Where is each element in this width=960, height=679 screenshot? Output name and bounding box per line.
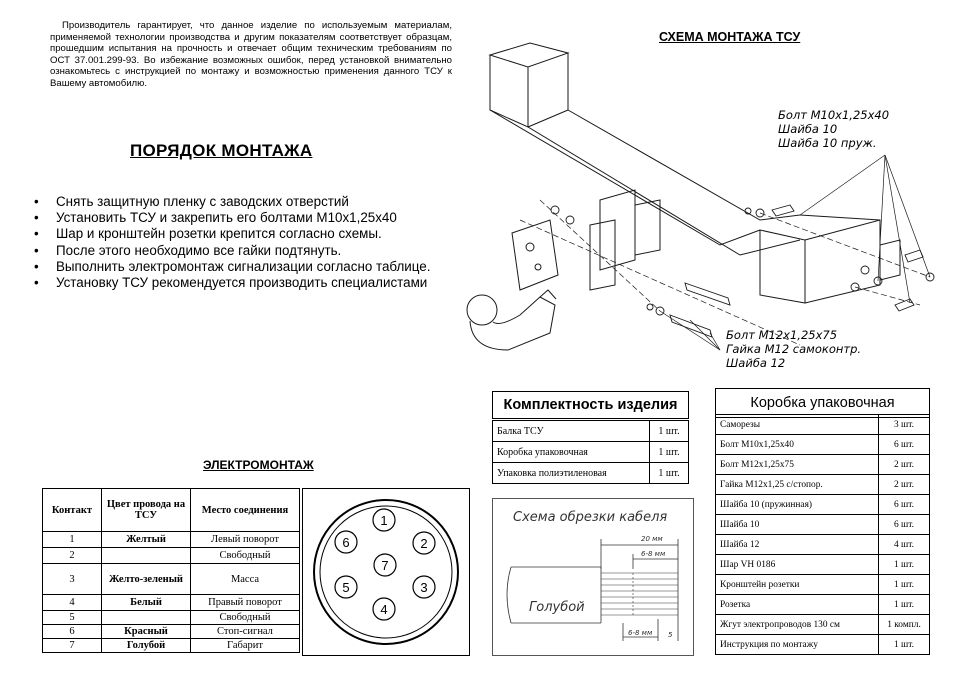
table-row: 4 Белый Правый поворот [43,595,300,611]
mounting-diagram [460,15,956,385]
cable-diagram [493,499,693,655]
table-header: Место соединения [191,489,300,532]
dim-label: 6-8 мм [641,550,666,558]
table-row: 7 Голубой Габарит [43,639,300,653]
table-row: 1 Желтый Левый поворот [43,532,300,548]
plug-pinout [302,488,470,656]
box-table [715,414,930,655]
dim-label: 6-8 мм [628,629,653,637]
table-row: Болт М10х1,25х40 6 шт. [716,435,930,455]
table-row: 5 Свободный [43,611,300,625]
electro-title: ЭЛЕКТРОМОНТАЖ [203,458,314,472]
callout-label: Болт М10х1,25х40 [778,108,890,122]
list-item: • Выполнить электромонтаж сигнализации согласно таблице. [34,259,448,275]
table-row: Гайка М12х1,25 с/стопор. 2 шт. [716,475,930,495]
kit-table [492,420,689,484]
callout-upper [778,108,889,150]
pin-label: 1 [380,513,388,528]
table-row: Коробка упаковочная 1 шт. [493,442,689,463]
scheme-title: СХЕМА МОНТАЖА ТСУ [659,30,801,44]
table-row: Шар VH 0186 1 шт. [716,555,930,575]
cable-label: Голубой [529,600,585,615]
callout-label: Шайба 10 [778,122,838,136]
cable-title: Схема обрезки кабеля [513,510,668,525]
table-row: 3 Желто-зеленый Масса [43,564,300,595]
table-row: Кронштейн розетки 1 шт. [716,575,930,595]
callout-label: Шайба 10 пруж. [778,136,877,150]
table-row: Инструкция по монтажу 1 шт. [716,635,930,655]
table-row: Розетка 1 шт. [716,595,930,615]
steps-list [34,194,448,291]
table-header: Контакт [43,489,102,532]
list-item: • Установить ТСУ и закрепить его болтами М10х1,25х40 [34,210,448,226]
table-header: Цвет провода на ТСУ [102,489,191,532]
list-item: • После этого необходимо все гайки подтянуть. [34,243,448,259]
list-item: • Шар и кронштейн розетки крепится согласно схемы. [34,226,448,242]
callout-label: Болт М12х1,25х75 [726,328,838,342]
pin-label: 3 [420,580,428,595]
pin-label: 5 [342,580,350,595]
dim-label: 20 мм [641,535,663,543]
plug-diagram [303,489,469,655]
box-title: Коробка упаковочная [715,388,930,418]
table-row: Шайба 12 4 шт. [716,535,930,555]
dim-label: 5 [668,631,673,639]
cable-cut-scheme [492,498,694,656]
callout-label: Шайба 12 [726,356,786,370]
table-row: Шайба 10 6 шт. [716,515,930,535]
order-title: ПОРЯДОК МОНТАЖА [130,141,313,160]
pin-label: 2 [420,536,428,551]
table-row: Шайба 10 (пружинная) 6 шт. [716,495,930,515]
table-row: Жгут электропроводов 130 см 1 компл. [716,615,930,635]
wiring-table [42,488,300,653]
kit-title: Комплектность изделия [492,391,689,419]
table-row: Упаковка полиэтиленовая 1 шт. [493,463,689,484]
table-row: 2 Свободный [43,548,300,564]
list-item: • Установку ТСУ рекомендуется производить специалистами [34,275,448,291]
table-row: Балка ТСУ 1 шт. [493,421,689,442]
pin-label: 6 [342,535,350,550]
pin-label: 4 [380,602,388,617]
table-row: 6 Красный Стоп-сигнал [43,625,300,639]
pin-label: 7 [381,558,389,573]
callout-lower [726,328,861,370]
table-row: Саморезы 3 шт. [716,415,930,435]
list-item: • Снять защитную пленку с заводских отверстий [34,194,448,210]
intro-text: Производитель гарантирует, что данное изделие по используемым материалам, применяемой технологии производства и другим показателям соответствует образцам, прошедшим испытания на прочность и отвечает общим техническим требованиям по ОСТ 37.001.299-93. Во избежание возможных ошибок, перед установкой внимательно ознакомьтесь с инструкцией по монтажу и возможностью применения данного ТСУ к Вашему автомобилю. [50,20,452,89]
table-row: Болт М12х1,25х75 2 шт. [716,455,930,475]
callout-label: Гайка М12 самоконтр. [726,342,862,356]
